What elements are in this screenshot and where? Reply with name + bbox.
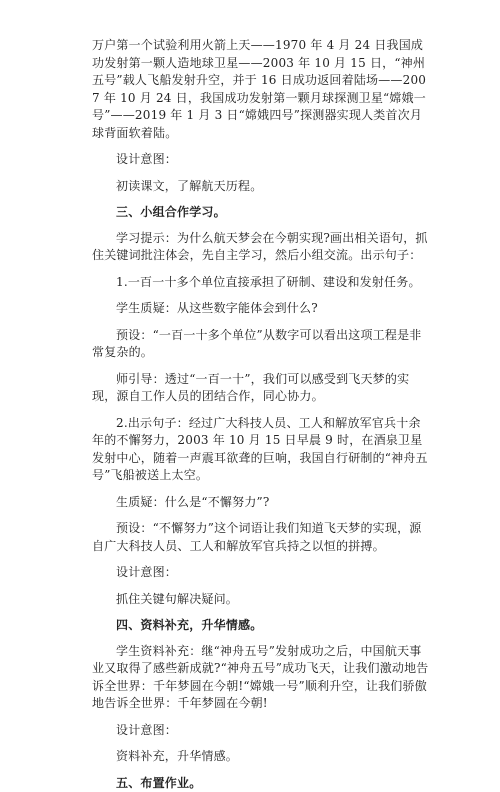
student-supplement-paragraph: 学生资料补充：继“神舟五号”发射成功之后，中国航天事业又取得了感些新成就?“神舟五号”成功飞天，让我们激动地告诉全世界：千年梦圆在今朝!“嫦娥一号”顺利升空，让我们骄傲地告诉全世界：千年梦圆在今朝! (92, 643, 430, 713)
design-intent-text-2: 抓住关键句解决疑问。 (92, 591, 430, 609)
preset-answer-1: 预设：“一百一十多个单位”从数字可以看出这项工程是非常复杂的。 (92, 327, 430, 362)
teacher-guidance-paragraph: 师引导：透过“一百一十”，我们可以感受到飞天梦的实现，源自工作人员的团结合作，同心协力。 (92, 371, 430, 406)
design-intent-label-2: 设计意图： (92, 564, 430, 582)
student-question-1: 学生质疑：从这些数字能体会到什么? (92, 300, 430, 318)
preset-answer-2: 预设：“不懈努力”这个词语让我们知道飞天梦的实现，源自广大科技人员、工人和解放军官兵持之以恒的拼搏。 (92, 520, 430, 555)
sentence-2-paragraph: 2.出示句子：经过广大科技人员、工人和解放军官兵十余年的不懈努力，2003 年 10 月 15 日早晨 9 时，在酒泉卫星发射中心，随着一声震耳欲聋的巨响，我国自行研制的“神舟五号”飞船被送上太空。 (92, 415, 430, 485)
design-intent-label-1: 设计意图： (92, 151, 430, 169)
sentence-1-paragraph: 1.一百一十多个单位直接承担了研制、建设和发射任务。 (92, 274, 430, 292)
section-heading-3: 三、小组合作学习。 (92, 204, 430, 222)
history-paragraph: 万户第一个试验利用火箭上天——1970 年 4 月 24 日我国成功发射第一颗人造地球卫星——2003 年 10 月 15 日，“神州五号”载人飞船发射升空，并于 16 日成功返回着陆场——2007 年 10 月 24 日，我国成功发射第一颗月球探测卫星“嫦娥一号”——2019 年 1 月 3 日“嫦娥四号”探测器实现人类首次月球背面软着陆。 (92, 37, 430, 142)
design-intent-text-1: 初读课文，了解航天历程。 (92, 178, 430, 196)
section-heading-4: 四、资料补充，升华情感。 (92, 617, 430, 635)
design-intent-text-3: 资料补充，升华情感。 (92, 748, 430, 766)
learning-prompt-paragraph: 学习提示：为什么航天梦会在今朝实现?画出相关语句，抓住关键词批注体会，先自主学习，然后小组交流。出示句子： (92, 230, 430, 265)
student-question-2: 生质疑：什么是“不懈努力”? (92, 494, 430, 512)
design-intent-label-3: 设计意图： (92, 722, 430, 740)
section-heading-5: 五、布置作业。 (92, 775, 430, 792)
